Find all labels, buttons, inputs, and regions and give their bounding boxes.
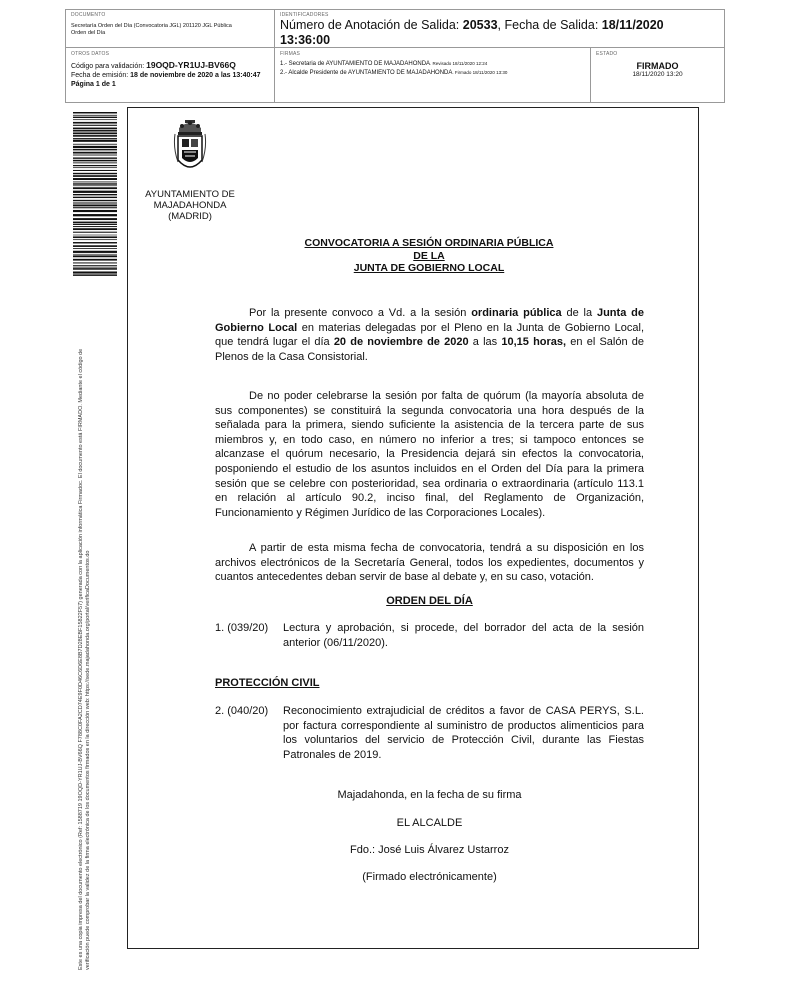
fecha-emision [71, 71, 269, 80]
anotacion-mid: , Fecha de Salida: [497, 18, 602, 32]
p1-bold4: 10,15 horas, [501, 336, 567, 349]
anotacion-date: 18/11/2020 [601, 18, 664, 32]
p1-text1: Por la presente convoco a Vd. a la sesión [249, 307, 472, 319]
agenda-item [215, 621, 644, 653]
firma-2-detail: . Firmado 18/11/2020 13:30 [452, 69, 508, 75]
barcode-icon [73, 112, 117, 276]
signature-place: Majadahonda, en la fecha de su firma [337, 789, 522, 801]
side-verification-text [78, 290, 92, 970]
p1-text5: en el Salón de Plenos de la Casa Consistorial. [215, 336, 645, 363]
anotacion-text [280, 18, 719, 48]
otros-label: OTROS DATOS [71, 51, 110, 57]
estado-label: ESTADO [596, 51, 618, 57]
agenda-item-number: 1. (039/20) [215, 622, 269, 634]
org-line3: (MADRID) [168, 211, 212, 222]
signature-role: EL ALCALDE [396, 817, 463, 829]
documento-line2: Orden del Día [71, 30, 106, 36]
firma-1-main: 1.- Secretaria de AYUNTAMIENTO DE MAJADAHONDA [280, 61, 431, 67]
firmas-label: FIRMAS [280, 51, 301, 57]
estado-value: FIRMADO [636, 61, 679, 71]
emision-prefix: Fecha de emisión: [71, 72, 131, 79]
firma-1-detail: . Revisado 18/11/2020 12:24 [430, 61, 488, 66]
side-text-line2: verificación puede comprobar la validez de la firma electrónica de los documentos firmados en la dirección web: https://sede.majadahonda.org/portal/verificaDocumentos.do [85, 550, 91, 970]
codigo-prefix: Código para validación: [71, 63, 147, 70]
org-line1: AYUNTAMIENTO DE [145, 189, 235, 200]
p1-text2: de la [561, 307, 597, 319]
codigo-value: 19OQD-YR1UJ-BV66Q [146, 60, 236, 70]
side-text-line1: Este es una copia impresa del documento electrónico (Ref: 1588719 19OQD-YR1UJ-BV66Q F788C0FA2CD74E9F0D46C6D6E8B7D28EBF15822F57) generada con la aplicación informática Firmadoc. El documento está FIRMADO. Mediante el código de [78, 348, 84, 970]
pagina-info: Página 1 de 1 [71, 81, 116, 88]
otros-datos-cell [66, 48, 275, 102]
p1-text3: en materias delegadas por el Pleno en la Junta de Gobierno Local, que tendrá lugar el día [215, 321, 644, 349]
codigo-validacion [71, 61, 269, 71]
identificadores-cell [275, 10, 724, 48]
estado-cell [591, 48, 724, 102]
signature-name: Fdo.: José Luis Álvarez Ustarroz [350, 844, 509, 856]
title-line1: CONVOCATORIA A SESIÓN ORDINARIA PÚBLICA [304, 237, 554, 249]
paragraph-archivos [215, 541, 644, 585]
documento-label: DOCUMENTO [71, 12, 106, 18]
document-header [65, 9, 725, 103]
anotacion-number: 20533 [462, 18, 498, 32]
documento-cell [66, 10, 275, 48]
firma-2 [280, 69, 585, 78]
title-line2: DE LA [413, 249, 445, 262]
anotacion-time: 13:36:00 [280, 33, 331, 47]
agenda-item-number: 2. (040/20) [215, 705, 269, 717]
organization-name [130, 189, 250, 222]
firma-1 [280, 60, 585, 69]
paragraph-quorum [215, 389, 644, 520]
agenda-item-text: Reconocimiento extrajudicial de créditos a favor de CASA PERYS, S.L. por factura correspondiente al suministro de productos alimenticios para los voluntarios del servicio de Protección Civil, durante las Fiestas Patronales de 2019. [283, 705, 644, 761]
p1-bold3: 20 de noviembre de 2020 [333, 336, 469, 349]
orden-del-dia-heading: ORDEN DEL DÍA [386, 595, 473, 607]
p1-bold1: ordinaria pública [471, 307, 562, 319]
identificadores-label: IDENTIFICADORES [280, 12, 329, 18]
document-title [215, 237, 643, 275]
agenda-item [215, 704, 644, 764]
p2-text: De no poder celebrarse la sesión por falta de quórum (la mayoría absoluta de sus componentes) se constituirá la segunda convocatoria una hora después de la señalada para la primera, siendo suficiente la asistencia de la tercera parte de sus miembros y, en todo caso, en número no inferior a tres; si tampoco entonces se alcanzase el quórum necesario, la Presidencia dejará sin efectos la convocatoria, posponiendo el estudio de los asuntos incluidos en el Orden del Día para la primera sesión que se celebre con posterioridad, sea ordinaria o extraordinaria (artículo 113.1 en relación al artículo 90.2, inciso final, del Reglamento de Organización, Funcionamiento y Régimen Jurídico de las Corporaciones Locales). [215, 390, 644, 519]
estado-date: 18/11/2020 13:20 [632, 71, 683, 78]
section-heading-proteccion-civil: PROTECCIÓN CIVIL [215, 677, 320, 689]
coat-of-arms-icon [173, 118, 207, 178]
title-line3: JUNTA DE GOBIERNO LOCAL [353, 262, 505, 274]
firma-2-main: 2.- Alcalde Presidente de AYUNTAMIENTO DE MAJADAHONDA [280, 69, 453, 76]
agenda-item-text: Lectura y aprobación, si procede, del borrador del acta de la sesión anterior (06/11/2020). [283, 622, 644, 649]
documento-line1: Secretaría Orden del Día (Convocatoria JGL) 201120 JGL Pública [71, 23, 232, 29]
anotacion-prefix: Número de Anotación de Salida: [280, 18, 463, 32]
p1-bold2: Junta de Gobierno Local [215, 307, 644, 334]
org-line2: MAJADAHONDA [153, 200, 227, 211]
paragraph-convocatoria [215, 306, 644, 364]
emision-value: 18 de noviembre de 2020 a las 13:40:47 [130, 72, 261, 79]
signature-note: (Firmado electrónicamente) [362, 871, 497, 883]
p1-text4: a las [468, 336, 502, 349]
firmas-cell [275, 48, 591, 102]
p3-text: A partir de esta misma fecha de convocatoria, tendrá a su disposición en los archivos electrónicos de la Secretaría General, todos los expedientes, documentos y cuantos antecedentes deban servir de base al debate y, en su caso, votación. [215, 542, 644, 584]
